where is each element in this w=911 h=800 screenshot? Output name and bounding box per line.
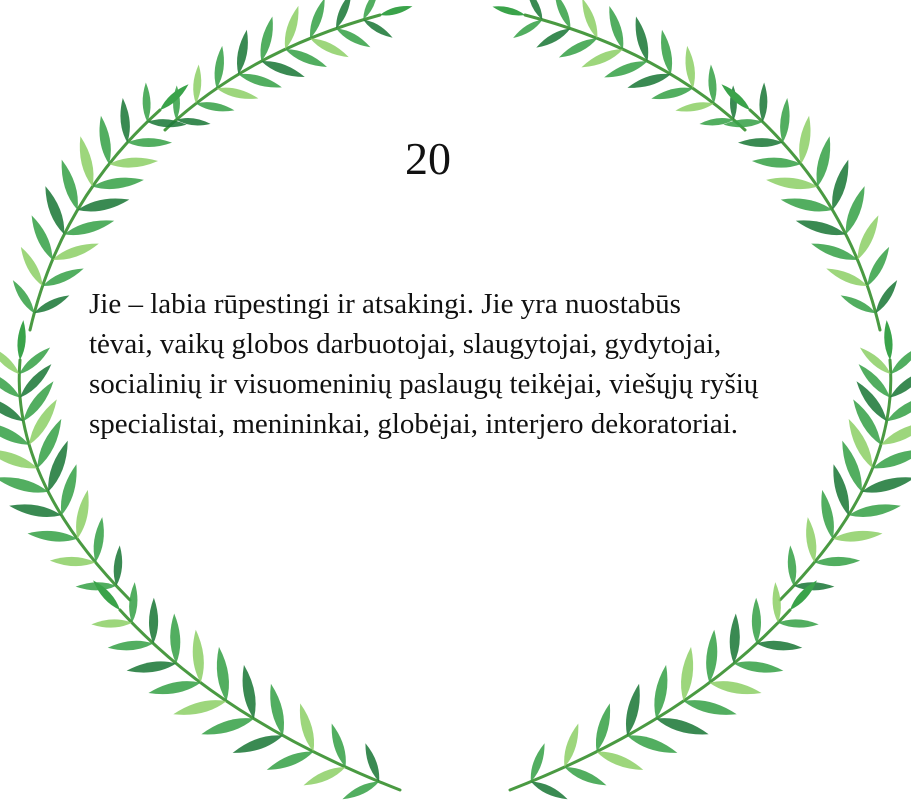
leaf bbox=[863, 245, 893, 288]
leaf bbox=[883, 320, 894, 361]
card-number: 20 bbox=[405, 133, 451, 184]
leaf bbox=[729, 613, 741, 663]
leaf bbox=[260, 57, 307, 81]
leaf bbox=[733, 659, 784, 676]
leaf bbox=[10, 278, 38, 315]
branch-stem bbox=[120, 610, 400, 790]
leaf bbox=[756, 639, 802, 652]
leaf bbox=[626, 70, 672, 92]
leaf bbox=[302, 763, 348, 790]
leaf bbox=[16, 320, 27, 361]
leaf bbox=[172, 696, 228, 720]
leaf bbox=[237, 70, 283, 92]
leaf bbox=[195, 100, 235, 115]
leaf bbox=[126, 659, 177, 676]
leaf bbox=[511, 17, 544, 41]
leaf bbox=[147, 677, 201, 698]
leaf bbox=[492, 3, 526, 18]
leaf bbox=[759, 82, 768, 122]
leaf bbox=[91, 619, 132, 629]
leaf bbox=[128, 582, 139, 623]
leaf bbox=[334, 25, 372, 51]
leaf bbox=[107, 639, 153, 652]
leaf bbox=[752, 598, 762, 644]
leaf bbox=[379, 3, 413, 18]
leaf bbox=[90, 578, 123, 613]
leaf bbox=[563, 763, 609, 790]
leaf bbox=[841, 184, 869, 236]
leaf bbox=[580, 45, 625, 71]
leaf bbox=[308, 35, 350, 61]
leaf bbox=[27, 213, 57, 262]
leaf bbox=[169, 613, 181, 663]
leaf bbox=[771, 582, 782, 623]
leaf bbox=[19, 378, 57, 424]
leaf bbox=[200, 713, 256, 739]
leaf bbox=[557, 35, 599, 62]
leaf bbox=[17, 361, 55, 401]
leaf bbox=[655, 713, 711, 739]
leaf bbox=[51, 239, 101, 264]
leaf bbox=[91, 516, 107, 563]
card-text-line-4: specialistai, menininkai, globėjai, interjero dekoratoriai. bbox=[89, 408, 739, 440]
leaf bbox=[708, 677, 762, 698]
leaf bbox=[283, 45, 328, 71]
leaf bbox=[17, 245, 47, 288]
leaf bbox=[603, 57, 650, 82]
leaf bbox=[778, 619, 819, 629]
card-text-line-3: socialinių ir visuomeninių paslaugų teikėjai, viešųjų ryšių bbox=[89, 368, 759, 400]
leaf bbox=[265, 747, 315, 775]
leaf bbox=[50, 556, 96, 567]
card-text-line-1: Jie – labia rūpestingi ir atsakingi. Jie yra nuostabūs bbox=[89, 288, 681, 320]
branch-right-bottom bbox=[510, 578, 820, 800]
leaf bbox=[41, 184, 69, 236]
card-text bbox=[89, 284, 879, 444]
branch-left-bottom bbox=[90, 578, 400, 800]
leaf bbox=[814, 556, 860, 567]
branch-stem bbox=[510, 610, 790, 790]
leaf bbox=[675, 100, 715, 115]
leaf bbox=[682, 696, 738, 720]
leaf bbox=[72, 489, 92, 540]
leaf bbox=[853, 213, 883, 262]
leaf bbox=[112, 545, 124, 586]
leaf bbox=[534, 25, 572, 51]
leaf bbox=[810, 239, 860, 264]
leaf bbox=[216, 84, 260, 102]
leaf bbox=[817, 489, 837, 540]
branch-left-top bbox=[165, 0, 413, 130]
leaf bbox=[595, 747, 645, 775]
leaf bbox=[361, 17, 394, 41]
leaf bbox=[803, 516, 819, 563]
leaf bbox=[149, 598, 159, 644]
branch-right-top bbox=[492, 0, 745, 130]
leaf bbox=[142, 82, 151, 122]
leaf bbox=[625, 731, 679, 758]
leaf bbox=[786, 545, 798, 586]
card-text-line-2: tėvai, vaikų globos darbuotojai, slaugytojai, gydytojai, bbox=[89, 328, 722, 360]
leaf bbox=[650, 84, 694, 103]
leaf bbox=[787, 578, 820, 613]
leaf bbox=[231, 731, 285, 758]
